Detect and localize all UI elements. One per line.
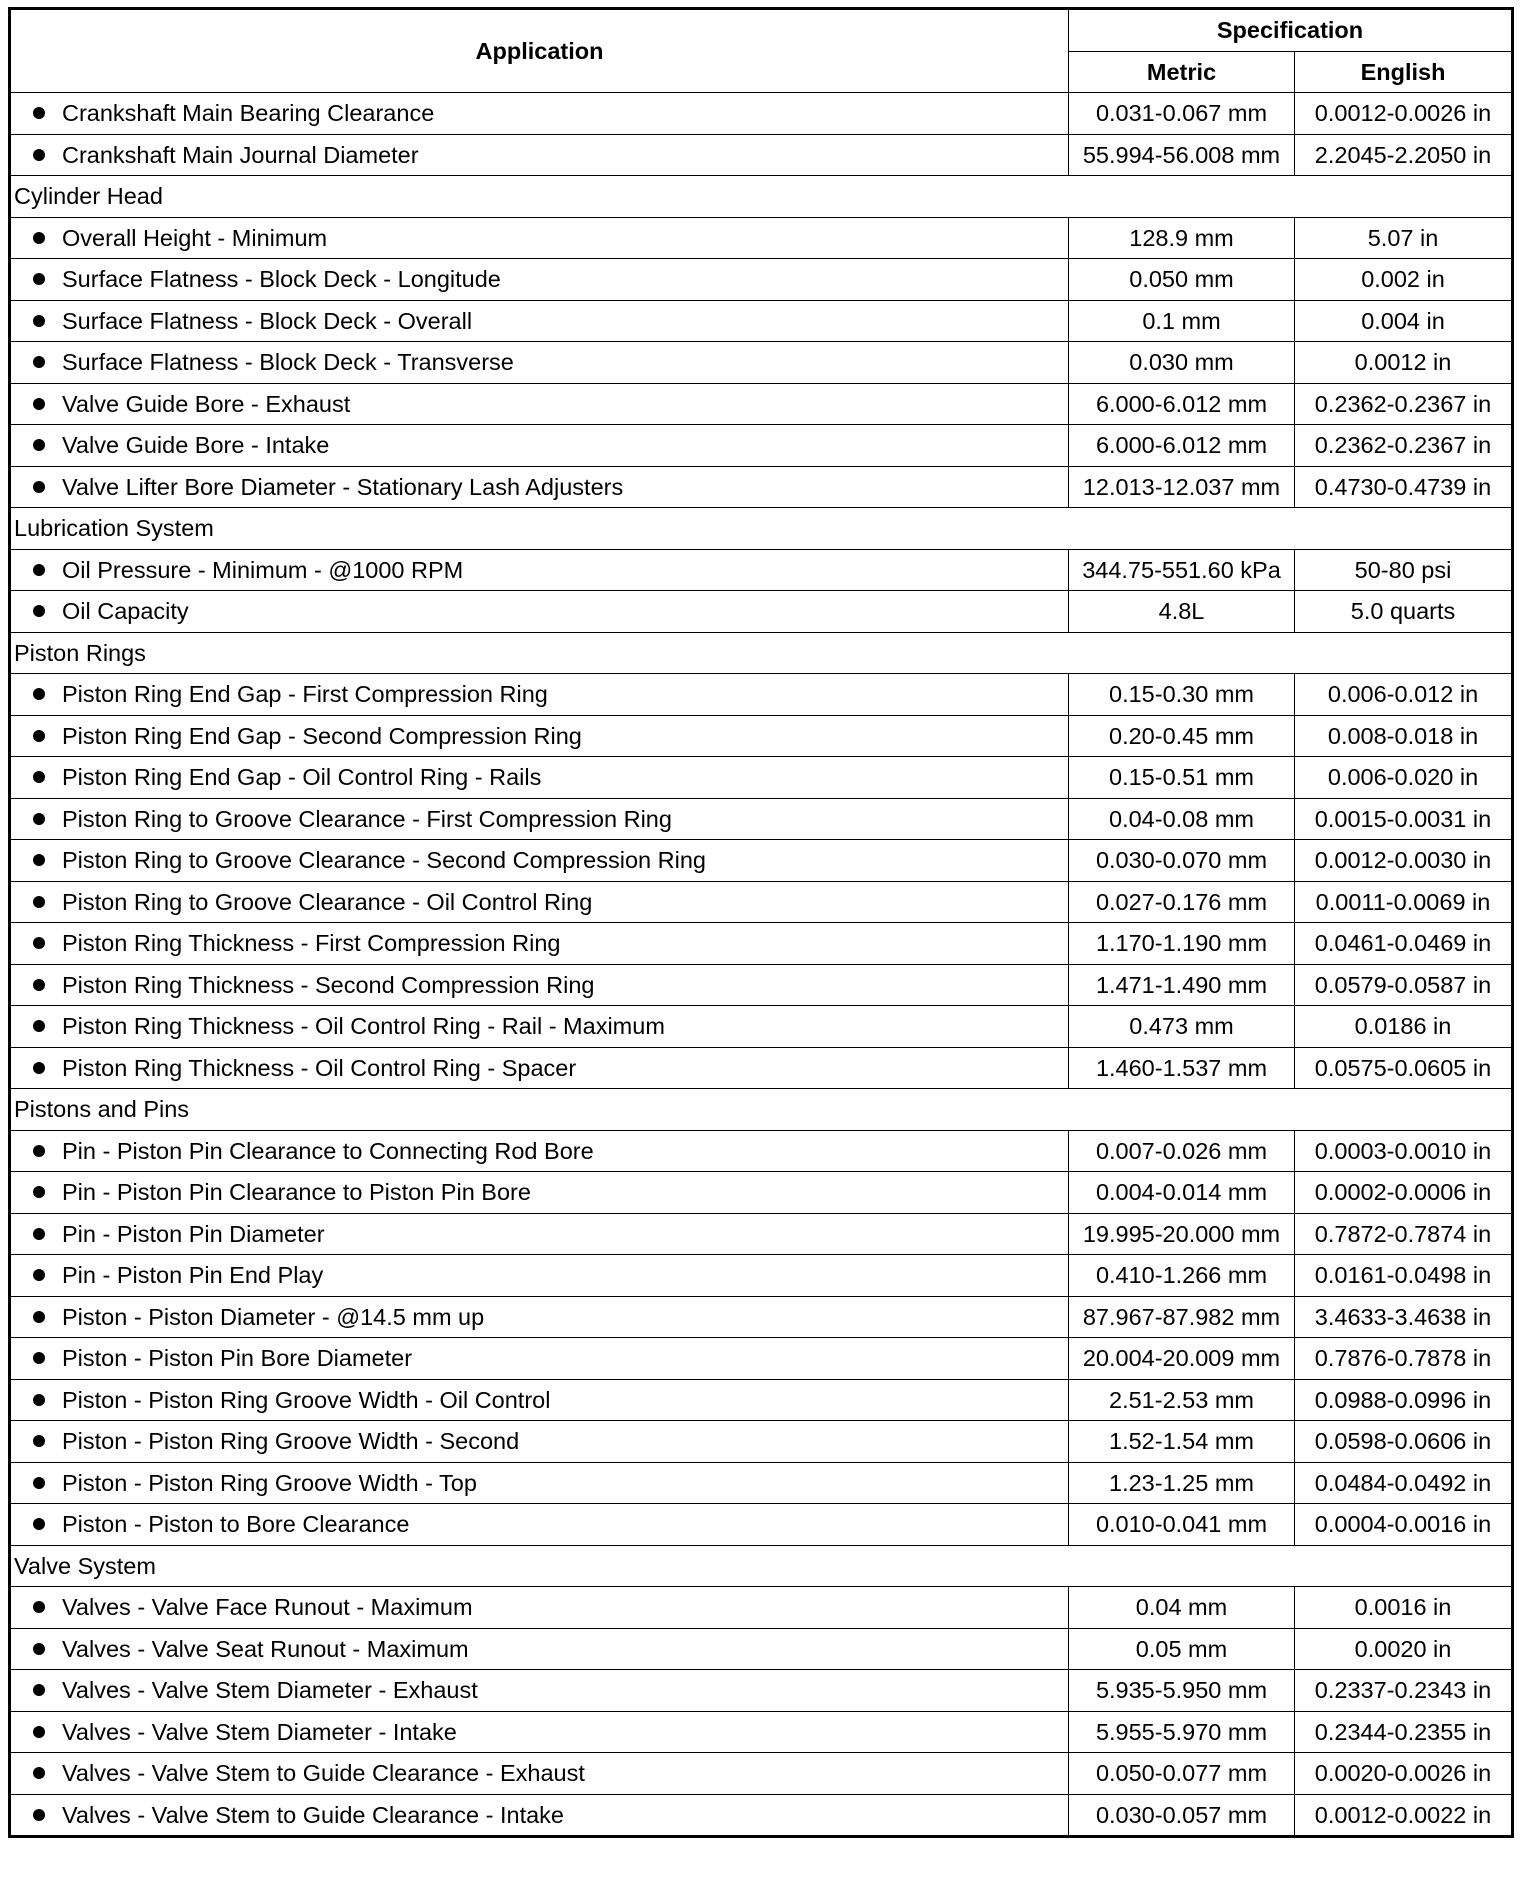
application-cell [10, 591, 1069, 633]
table-row [10, 1421, 1513, 1463]
english-value: 0.006-0.012 in [1295, 674, 1513, 716]
metric-value: 2.51-2.53 mm [1069, 1379, 1295, 1421]
metric-value: 55.994-56.008 mm [1069, 134, 1295, 176]
section-row [10, 508, 1513, 550]
metric-value: 0.05 mm [1069, 1628, 1295, 1670]
table-row [10, 757, 1513, 799]
metric-value: 1.52-1.54 mm [1069, 1421, 1295, 1463]
application-label: Surface Flatness - Block Deck - Overall [62, 307, 473, 334]
application-cell [10, 923, 1069, 965]
english-value: 0.0003-0.0010 in [1295, 1130, 1513, 1172]
application-cell [10, 1006, 1069, 1048]
section-row [10, 1089, 1513, 1131]
application-cell [10, 1213, 1069, 1255]
table-row [10, 1213, 1513, 1255]
english-value: 0.0011-0.0069 in [1295, 881, 1513, 923]
application-label: Overall Height - Minimum [62, 224, 328, 251]
bullet-icon [33, 1601, 45, 1613]
application-label: Piston - Piston Ring Groove Width - Top [62, 1469, 477, 1496]
application-cell [10, 1628, 1069, 1670]
english-value: 0.0012-0.0030 in [1295, 840, 1513, 882]
bullet-icon [33, 688, 45, 700]
bullet-icon [33, 481, 45, 493]
application-label: Piston Ring to Groove Clearance - Second Compression Ring [62, 847, 706, 874]
application-cell [10, 93, 1069, 135]
application-cell [10, 715, 1069, 757]
metric-value: 19.995-20.000 mm [1069, 1213, 1295, 1255]
table-row [10, 383, 1513, 425]
english-value: 0.0161-0.0498 in [1295, 1255, 1513, 1297]
bullet-icon [33, 1767, 45, 1779]
metric-value: 0.410-1.266 mm [1069, 1255, 1295, 1297]
application-cell [10, 1462, 1069, 1504]
application-cell [10, 840, 1069, 882]
english-value: 0.0579-0.0587 in [1295, 964, 1513, 1006]
application-cell [10, 1421, 1069, 1463]
english-value: 0.2344-0.2355 in [1295, 1711, 1513, 1753]
english-value: 0.0988-0.0996 in [1295, 1379, 1513, 1421]
table-row [10, 715, 1513, 757]
application-cell [10, 300, 1069, 342]
application-cell [10, 466, 1069, 508]
application-label: Pin - Piston Pin Clearance to Connecting Rod Bore [62, 1137, 594, 1164]
application-cell [10, 1379, 1069, 1421]
application-cell [10, 757, 1069, 799]
metric-value: 0.20-0.45 mm [1069, 715, 1295, 757]
metric-value: 0.050-0.077 mm [1069, 1753, 1295, 1795]
table-row [10, 1711, 1513, 1753]
bullet-icon [33, 1726, 45, 1738]
application-label: Pin - Piston Pin Clearance to Piston Pin Bore [62, 1179, 531, 1206]
bullet-icon [33, 1394, 45, 1406]
bullet-icon [33, 854, 45, 866]
application-label: Piston Ring Thickness - First Compression Ring [62, 930, 561, 957]
metric-value: 0.15-0.51 mm [1069, 757, 1295, 799]
bullet-icon [33, 1062, 45, 1074]
application-cell [10, 1711, 1069, 1753]
table-row [10, 964, 1513, 1006]
english-value: 0.4730-0.4739 in [1295, 466, 1513, 508]
application-cell [10, 425, 1069, 467]
metric-value: 5.955-5.970 mm [1069, 1711, 1295, 1753]
application-cell [10, 1047, 1069, 1089]
table-row [10, 1462, 1513, 1504]
metric-value: 0.030-0.057 mm [1069, 1794, 1295, 1837]
table-row [10, 1587, 1513, 1629]
bullet-icon [33, 1311, 45, 1323]
english-value: 0.006-0.020 in [1295, 757, 1513, 799]
table-row [10, 591, 1513, 633]
bullet-icon [33, 813, 45, 825]
application-label: Valves - Valve Face Runout - Maximum [62, 1594, 473, 1621]
application-label: Piston - Piston Ring Groove Width - Second [62, 1428, 520, 1455]
english-value: 0.0016 in [1295, 1587, 1513, 1629]
application-label: Piston Ring Thickness - Second Compression Ring [62, 971, 595, 998]
bullet-icon [33, 1684, 45, 1696]
application-cell [10, 674, 1069, 716]
metric-value: 0.04-0.08 mm [1069, 798, 1295, 840]
application-cell [10, 1338, 1069, 1380]
metric-value: 1.471-1.490 mm [1069, 964, 1295, 1006]
bullet-icon [33, 315, 45, 327]
application-label: Oil Pressure - Minimum - @1000 RPM [62, 556, 464, 583]
application-label: Piston - Piston to Bore Clearance [62, 1511, 410, 1538]
bullet-icon [33, 1643, 45, 1655]
application-label: Valve Lifter Bore Diameter - Stationary Lash Adjusters [62, 473, 624, 500]
application-label: Piston - Piston Pin Bore Diameter [62, 1345, 413, 1372]
bullet-icon [33, 1020, 45, 1032]
metric-value: 0.1 mm [1069, 300, 1295, 342]
bullet-icon [33, 356, 45, 368]
table-row [10, 1130, 1513, 1172]
metric-header: Metric [1069, 51, 1295, 93]
metric-value: 0.031-0.067 mm [1069, 93, 1295, 135]
metric-value: 0.007-0.026 mm [1069, 1130, 1295, 1172]
metric-value: 6.000-6.012 mm [1069, 425, 1295, 467]
bullet-icon [33, 564, 45, 576]
application-header: Application [10, 9, 1069, 93]
english-value: 0.002 in [1295, 259, 1513, 301]
english-value: 5.0 quarts [1295, 591, 1513, 633]
metric-value: 12.013-12.037 mm [1069, 466, 1295, 508]
specification-header: Specification [1069, 9, 1513, 52]
application-label: Crankshaft Main Journal Diameter [62, 141, 419, 168]
bullet-icon [33, 605, 45, 617]
bullet-icon [33, 771, 45, 783]
table-row [10, 300, 1513, 342]
application-label: Piston Ring Thickness - Oil Control Ring - Rail - Maximum [62, 1013, 665, 1040]
application-label: Valves - Valve Stem to Guide Clearance - Intake [62, 1801, 565, 1828]
table-row [10, 217, 1513, 259]
application-cell [10, 1794, 1069, 1837]
application-label: Crankshaft Main Bearing Clearance [62, 100, 435, 127]
english-value: 0.0012-0.0026 in [1295, 93, 1513, 135]
table-row [10, 1794, 1513, 1837]
application-label: Pin - Piston Pin End Play [62, 1262, 324, 1289]
section-title: Lubrication System [10, 508, 1513, 550]
bullet-icon [33, 149, 45, 161]
bullet-icon [33, 273, 45, 285]
bullet-icon [33, 1352, 45, 1364]
english-value: 0.0020-0.0026 in [1295, 1753, 1513, 1795]
application-label: Piston - Piston Diameter - @14.5 mm up [62, 1303, 485, 1330]
header-row-top [10, 9, 1513, 52]
metric-value: 87.967-87.982 mm [1069, 1296, 1295, 1338]
english-value: 0.0012-0.0022 in [1295, 1794, 1513, 1837]
section-title: Cylinder Head [10, 176, 1513, 218]
metric-value: 0.027-0.176 mm [1069, 881, 1295, 923]
english-value: 0.004 in [1295, 300, 1513, 342]
metric-value: 0.050 mm [1069, 259, 1295, 301]
table-row [10, 134, 1513, 176]
english-value: 0.2362-0.2367 in [1295, 383, 1513, 425]
table-row [10, 1006, 1513, 1048]
application-label: Valves - Valve Stem Diameter - Exhaust [62, 1677, 478, 1704]
application-cell [10, 881, 1069, 923]
metric-value: 1.460-1.537 mm [1069, 1047, 1295, 1089]
table-row [10, 466, 1513, 508]
bullet-icon [33, 439, 45, 451]
english-value: 2.2045-2.2050 in [1295, 134, 1513, 176]
english-value: 0.0186 in [1295, 1006, 1513, 1048]
metric-value: 0.473 mm [1069, 1006, 1295, 1048]
section-title: Piston Rings [10, 632, 1513, 674]
english-value: 3.4633-3.4638 in [1295, 1296, 1513, 1338]
bullet-icon [33, 1435, 45, 1447]
application-label: Piston Ring End Gap - Oil Control Ring - Rails [62, 764, 542, 791]
english-value: 0.0461-0.0469 in [1295, 923, 1513, 965]
table-row [10, 840, 1513, 882]
table-row [10, 1255, 1513, 1297]
table-row [10, 1379, 1513, 1421]
application-label: Valve Guide Bore - Intake [62, 432, 330, 459]
application-cell [10, 549, 1069, 591]
application-label: Piston Ring End Gap - Second Compression Ring [62, 722, 582, 749]
bullet-icon [33, 1518, 45, 1530]
application-label: Piston Ring to Groove Clearance - First Compression Ring [62, 805, 672, 832]
metric-value: 0.030-0.070 mm [1069, 840, 1295, 882]
english-value: 0.2337-0.2343 in [1295, 1670, 1513, 1712]
table-row [10, 1670, 1513, 1712]
bullet-icon [33, 232, 45, 244]
metric-value: 0.010-0.041 mm [1069, 1504, 1295, 1546]
application-label: Surface Flatness - Block Deck - Longitude [62, 266, 501, 293]
english-value: 0.2362-0.2367 in [1295, 425, 1513, 467]
metric-value: 0.15-0.30 mm [1069, 674, 1295, 716]
english-value: 0.0002-0.0006 in [1295, 1172, 1513, 1214]
application-label: Valves - Valve Stem to Guide Clearance - Exhaust [62, 1760, 585, 1787]
metric-value: 6.000-6.012 mm [1069, 383, 1295, 425]
english-value: 0.7872-0.7874 in [1295, 1213, 1513, 1255]
table-row [10, 674, 1513, 716]
table-row [10, 1338, 1513, 1380]
metric-value: 0.004-0.014 mm [1069, 1172, 1295, 1214]
table-row [10, 881, 1513, 923]
english-value: 5.07 in [1295, 217, 1513, 259]
section-row [10, 176, 1513, 218]
table-row [10, 1504, 1513, 1546]
metric-value: 4.8L [1069, 591, 1295, 633]
application-label: Valves - Valve Seat Runout - Maximum [62, 1635, 469, 1662]
english-value: 0.0020 in [1295, 1628, 1513, 1670]
english-value: 0.0575-0.0605 in [1295, 1047, 1513, 1089]
application-cell [10, 798, 1069, 840]
application-cell [10, 1587, 1069, 1629]
english-header: English [1295, 51, 1513, 93]
table-row [10, 798, 1513, 840]
bullet-icon [33, 896, 45, 908]
english-value: 0.0484-0.0492 in [1295, 1462, 1513, 1504]
table-row [10, 1047, 1513, 1089]
section-row [10, 1545, 1513, 1587]
application-label: Piston Ring to Groove Clearance - Oil Control Ring [62, 888, 593, 915]
bullet-icon [33, 398, 45, 410]
metric-value: 1.23-1.25 mm [1069, 1462, 1295, 1504]
application-label: Valve Guide Bore - Exhaust [62, 390, 351, 417]
bullet-icon [33, 979, 45, 991]
application-label: Valves - Valve Stem Diameter - Intake [62, 1718, 457, 1745]
table-row [10, 93, 1513, 135]
application-label: Piston Ring End Gap - First Compression Ring [62, 681, 548, 708]
table-row [10, 549, 1513, 591]
metric-value: 128.9 mm [1069, 217, 1295, 259]
english-value: 0.0015-0.0031 in [1295, 798, 1513, 840]
bullet-icon [33, 730, 45, 742]
bullet-icon [33, 107, 45, 119]
section-title: Valve System [10, 1545, 1513, 1587]
application-cell [10, 1130, 1069, 1172]
application-cell [10, 383, 1069, 425]
english-value: 0.0004-0.0016 in [1295, 1504, 1513, 1546]
metric-value: 1.170-1.190 mm [1069, 923, 1295, 965]
table-row [10, 259, 1513, 301]
english-value: 0.008-0.018 in [1295, 715, 1513, 757]
metric-value: 20.004-20.009 mm [1069, 1338, 1295, 1380]
bullet-icon [33, 1269, 45, 1281]
english-value: 0.7876-0.7878 in [1295, 1338, 1513, 1380]
table-row [10, 1172, 1513, 1214]
application-label: Surface Flatness - Block Deck - Transverse [62, 349, 514, 376]
table-row [10, 923, 1513, 965]
metric-value: 0.04 mm [1069, 1587, 1295, 1629]
english-value: 0.0598-0.0606 in [1295, 1421, 1513, 1463]
bullet-icon [33, 937, 45, 949]
application-label: Piston Ring Thickness - Oil Control Ring - Spacer [62, 1054, 577, 1081]
engine-spec-table [8, 7, 1514, 1838]
application-cell [10, 1670, 1069, 1712]
section-row [10, 632, 1513, 674]
english-value: 50-80 psi [1295, 549, 1513, 591]
application-label: Piston - Piston Ring Groove Width - Oil Control [62, 1386, 551, 1413]
application-label: Pin - Piston Pin Diameter [62, 1220, 325, 1247]
metric-value: 344.75-551.60 kPa [1069, 549, 1295, 591]
application-cell [10, 1753, 1069, 1795]
table-header [10, 9, 1513, 93]
bullet-icon [33, 1145, 45, 1157]
english-value: 0.0012 in [1295, 342, 1513, 384]
application-cell [10, 1172, 1069, 1214]
table-body [10, 93, 1513, 1837]
application-cell [10, 134, 1069, 176]
section-title: Pistons and Pins [10, 1089, 1513, 1131]
application-cell [10, 1504, 1069, 1546]
application-cell [10, 342, 1069, 384]
table-row [10, 342, 1513, 384]
application-cell [10, 964, 1069, 1006]
bullet-icon [33, 1186, 45, 1198]
bullet-icon [33, 1477, 45, 1489]
bullet-icon [33, 1809, 45, 1821]
spec-sheet [8, 7, 1511, 1838]
table-row [10, 1628, 1513, 1670]
application-label: Oil Capacity [62, 598, 189, 625]
application-cell [10, 1255, 1069, 1297]
table-row [10, 1296, 1513, 1338]
application-cell [10, 259, 1069, 301]
table-row [10, 1753, 1513, 1795]
application-cell [10, 1296, 1069, 1338]
table-row [10, 425, 1513, 467]
bullet-icon [33, 1228, 45, 1240]
metric-value: 5.935-5.950 mm [1069, 1670, 1295, 1712]
metric-value: 0.030 mm [1069, 342, 1295, 384]
application-cell [10, 217, 1069, 259]
